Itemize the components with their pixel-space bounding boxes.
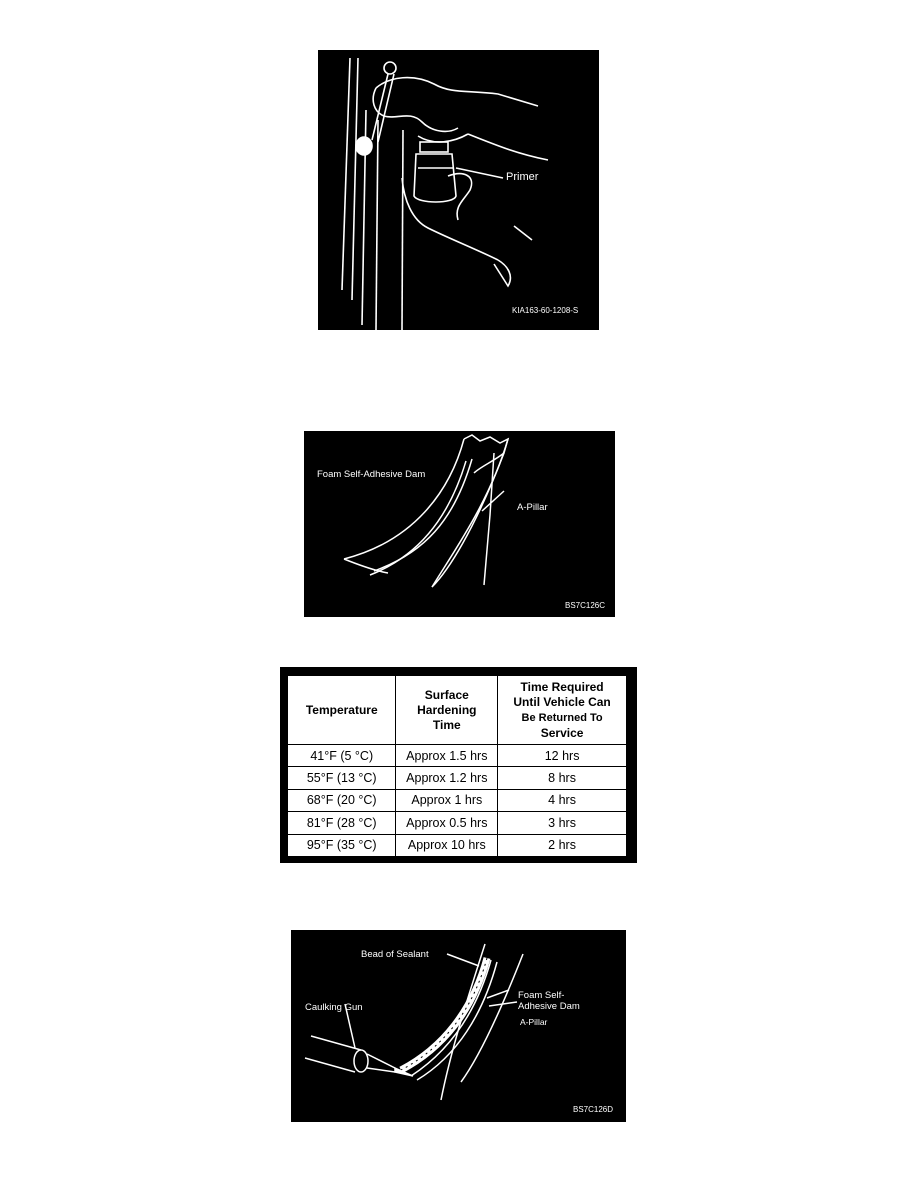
dam-illustration <box>304 431 615 617</box>
primer-figure <box>318 50 599 330</box>
table-row <box>288 767 627 789</box>
figure-code: BS7C126C <box>565 601 606 610</box>
table-row <box>288 812 627 834</box>
figure-code: KIA163-60-1208-S <box>512 306 579 315</box>
surface-time-cell: Approx 1.2 hrs <box>396 767 498 789</box>
surface-time-cell: Approx 1.5 hrs <box>396 745 498 767</box>
table-row <box>288 834 627 856</box>
time-header-line: Time Required <box>520 679 604 694</box>
temperature-cell: 55°F (13 °C) <box>288 767 396 789</box>
time-header-line: Service <box>540 725 584 740</box>
temperature-cell: 41°F (5 °C) <box>288 745 396 767</box>
surface-header-line: Hardening <box>417 702 477 717</box>
surface-header-line: Surface <box>424 687 469 702</box>
return-time-cell: 3 hrs <box>498 812 627 834</box>
dam-label: Foam Self-Adhesive Dam <box>317 469 426 480</box>
table-header-row <box>288 676 627 745</box>
return-time-cell: 2 hrs <box>498 834 627 856</box>
time-header-line: Until Vehicle Can <box>513 694 611 709</box>
sealant-figure <box>291 930 626 1122</box>
time-required-header <box>498 676 627 745</box>
surface-time-cell: Approx 10 hrs <box>396 834 498 856</box>
surface-header-line: Time <box>432 717 461 732</box>
time-header-line: Be Returned To <box>521 711 603 724</box>
curing-time-table <box>287 675 627 857</box>
primer-label: Primer <box>506 171 539 183</box>
a-pillar-label: A-Pillar <box>520 1017 548 1027</box>
temperature-header-text: Temperature <box>305 702 378 717</box>
bead-of-sealant-label: Bead of Sealant <box>361 949 429 960</box>
surface-hardening-header <box>396 676 498 745</box>
temperature-cell: 81°F (28 °C) <box>288 812 396 834</box>
table-row <box>288 745 627 767</box>
a-pillar-label: A-Pillar <box>517 502 548 513</box>
foam-dam-label-line1: Foam Self- <box>518 990 565 1001</box>
figure-code: BS7C126D <box>573 1105 614 1114</box>
surface-time-cell: Approx 0.5 hrs <box>396 812 498 834</box>
surface-time-cell: Approx 1 hrs <box>396 789 498 811</box>
caulking-gun-label: Caulking Gun <box>305 1002 363 1013</box>
primer-illustration <box>318 50 599 330</box>
temperature-header <box>288 676 396 745</box>
sealant-illustration <box>291 930 626 1122</box>
dam-figure <box>304 431 615 617</box>
temperature-cell: 68°F (20 °C) <box>288 789 396 811</box>
foam-dam-label-line2: Adhesive Dam <box>518 1001 580 1012</box>
table-row <box>288 789 627 811</box>
temperature-cell: 95°F (35 °C) <box>288 834 396 856</box>
curing-table-figure <box>280 667 637 863</box>
return-time-cell: 8 hrs <box>498 767 627 789</box>
return-time-cell: 12 hrs <box>498 745 627 767</box>
return-time-cell: 4 hrs <box>498 789 627 811</box>
